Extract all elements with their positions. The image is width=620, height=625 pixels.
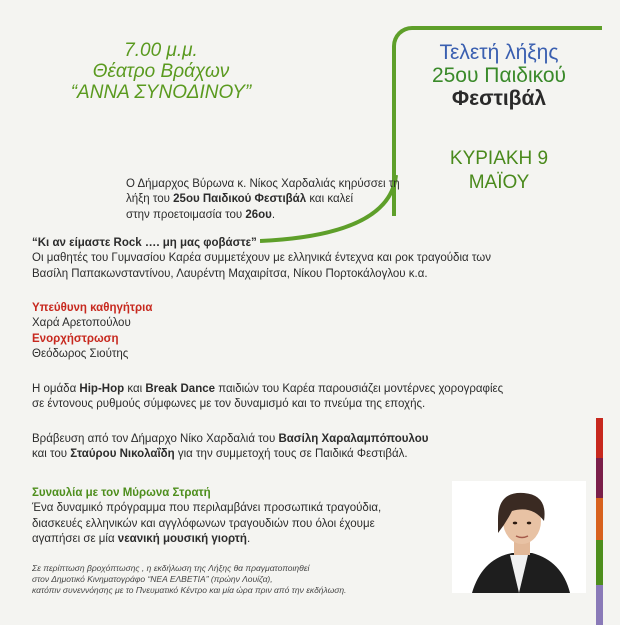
dance-line-1: Η ομάδα Hip-Hop και Break Dance παιδιών του Καρέα παρουσιάζει μοντέρνες χορογραφίες	[32, 383, 504, 395]
rain-note-line-1: Σε περίπτωση βροχόπτωσης , η εκδήλωση της Λήξης θα πραγματοποιηθεί	[32, 563, 310, 573]
intro-line-1: Ο Δήμαρχος Βύρωνα κ. Νίκος Χαρδαλιάς κηρύσσει τη	[126, 178, 400, 190]
awards-section	[32, 432, 592, 463]
dance-line-2: σε έντονους ρυθμούς σύμφωνες με τον δυναμισμό και το πνεύμα της εποχής.	[32, 398, 426, 411]
title-line-1: Τελετή λήξης	[439, 41, 559, 64]
event-date-day: ΚΥΡΙΑΚΗ 9	[449, 148, 549, 169]
event-date-month: ΜΑΪΟΥ	[468, 172, 530, 193]
teacher-label: Υπεύθυνη καθηγήτρια	[32, 302, 153, 314]
title-line-3: Φεστιβάλ	[451, 87, 547, 110]
event-venue: Θέατρο Βράχων	[92, 61, 230, 82]
dance-section	[32, 382, 602, 413]
intro-line-2: λήξη του 25ου Παιδικού Φεστιβάλ και καλεί	[126, 193, 354, 206]
rock-line-1: Οι μαθητές του Γυμνασίου Καρέα συμμετέχουν με ελληνικά έντεχνα και ροκ τραγούδια των	[32, 252, 491, 265]
awards-line-1: Βράβευση από τον Δήμαρχο Νίκο Χαρδαλιά του Βασίλη Χαραλαμπόπουλου	[32, 433, 429, 445]
title-box	[392, 26, 602, 216]
orchestration-name: Θεόδωρος Σιούτης	[32, 348, 129, 361]
awards-line-2: και του Σταύρου Νικολαΐδη για την συμμετοχή τους σε Παιδικά Φεστιβάλ.	[32, 448, 408, 461]
rain-note-line-3: κατόπιν συνεννόησης με το Πνευματικό Κέντρο και μία ώρα πριν από την εκδήλωση.	[32, 585, 347, 595]
time-venue-block	[16, 40, 306, 103]
concert-section	[32, 486, 452, 548]
intro-paragraph	[126, 177, 406, 223]
intro-line-3: στην προετοιμασία του 26ου.	[126, 208, 276, 221]
orchestration-label: Ενορχήστρωση	[32, 332, 119, 345]
concert-line-2: διασκευές ελληνικών και αγγλόφωνων τραγουδιών που όλοι έχουμε	[32, 517, 375, 530]
concert-line-3: αγαπήσει σε μία νεανική μουσική γιορτή.	[32, 533, 251, 546]
event-time: 7.00 μ.μ.	[124, 40, 198, 61]
rock-line-2: Βασίλη Παπακωνσταντίνου, Λαυρέντη Μαχαιρίτσα, Νίκου Πορτοκάλογλου κ.α.	[32, 267, 428, 280]
teacher-name: Χαρά Αρετοπούλου	[32, 317, 131, 330]
rain-note	[32, 563, 452, 596]
event-venue-name: “ΑΝΝΑ ΣΥΝΟΔΙΝΟΥ”	[70, 82, 252, 103]
artist-photo	[452, 481, 586, 593]
concert-heading: Συναυλία με τον Μύρωνα Στρατή	[32, 487, 211, 499]
rock-heading: “Κι αν είμαστε Rock …. μη μας φοβάστε”	[32, 237, 257, 249]
credits-section	[32, 301, 332, 363]
decorative-color-stripes	[596, 418, 603, 625]
rock-section	[32, 236, 602, 282]
title-line-2: 25ου Παιδικού	[431, 64, 567, 87]
concert-line-1: Ένα δυναμικό πρόγραμμα που περιλαμβάνει προσωπικά τραγούδια,	[32, 502, 382, 515]
rain-note-line-2: στον Δημοτικό Κινηματογράφο “ΝΕΑ ΕΛΒΕΤΙΑ” (πρώην Λουίζα),	[32, 574, 273, 584]
